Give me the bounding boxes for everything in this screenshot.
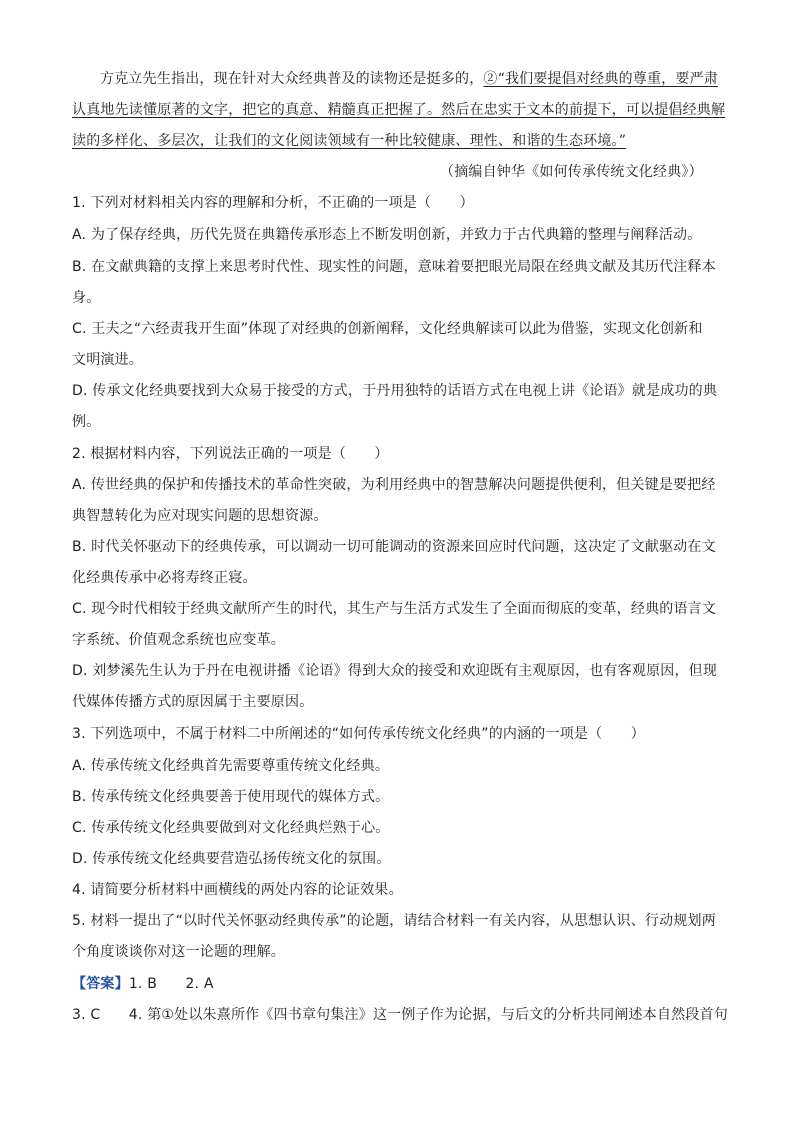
passage-line-2: 认真地先读懂原著的文字，把它的真意、精髓真正把握了。然后在忠实于文本的前提下，可以提倡经典解 bbox=[72, 102, 726, 118]
question-3-option-b: B. 传承传统文化经典要善于使用现代的媒体方式。 bbox=[72, 789, 390, 805]
question-4-stem: 4. 请简要分析材料中画横线的两处内容的论证效果。 bbox=[72, 882, 403, 898]
passage-line-3: 读的多样化、多层次，让我们的文化阅读领域有一种比较健康、理性、和谐的生态环境。” bbox=[72, 133, 627, 149]
question-2-option-d-cont: 代媒体传播方式的原因属于主要原因。 bbox=[72, 694, 314, 710]
question-2-option-b: B. 时代关怀驱动下的经典传承，可以调动一切可能调动的资源来回应时代问题，这决定了文献驱动在文 bbox=[72, 539, 716, 555]
question-2-option-b-cont: 化经典传承中必将寿终正寝。 bbox=[72, 570, 257, 586]
question-1-stem: 1. 下列对材料相关内容的理解和分析，不正确的一项是（ ） bbox=[72, 195, 474, 211]
question-1-option-a: A. 为了保存经典，历代先贤在典籍传承形态上不断发明创新，并致力于古代典籍的整理与阐释活动。 bbox=[72, 227, 702, 243]
passage-line-1-underlined: ②“我们要提倡对经典的尊重，要严肃 bbox=[483, 71, 718, 87]
question-3-stem: 3. 下列选项中，不属于材料二中所阐述的“如何传承传统文化经典”的内涵的一项是（ ） bbox=[72, 726, 645, 742]
question-1-option-c-cont: 文明演进。 bbox=[72, 352, 143, 368]
question-2-option-c: C. 现今时代相较于经典文献所产生的时代，其生产与生活方式发生了全面而彻底的变革，经典的语言文 bbox=[72, 601, 717, 617]
question-2-option-a: A. 传世经典的保护和传播技术的革命性突破，为利用经典中的智慧解决问题提供便利，但关键是要把经 bbox=[72, 477, 716, 493]
answer-line-1-text: 1. B 2. A bbox=[128, 976, 214, 992]
question-1-option-d-cont: 例。 bbox=[72, 414, 101, 430]
question-1-option-d: D. 传承文化经典要找到大众易于接受的方式，于丹用独特的话语方式在电视上讲《论语》就是成功的典 bbox=[72, 383, 718, 399]
question-3-option-c: C. 传承传统文化经典要做到对文化经典烂熟于心。 bbox=[72, 820, 390, 836]
question-3-option-a: A. 传承传统文化经典首先需要尊重传统文化经典。 bbox=[72, 758, 390, 774]
question-5-stem: 5. 材料一提出了“以时代关怀驱动经典传承”的论题，请结合材料一有关内容，从思想认识、行动规划两 bbox=[72, 913, 716, 929]
passage-line-1-plain: 方克立先生指出，现在针对大众经典普及的读物还是挺多的， bbox=[100, 71, 484, 87]
answer-tag: 【答案】 bbox=[72, 976, 129, 992]
answer-line-2: 3. C 4. 第①处以朱熹所作《四书章句集注》这一例子作为论据，与后文的分析共同阐述本自然段首句 bbox=[72, 1007, 728, 1023]
question-5-stem-cont: 个角度谈谈你对这一论题的理解。 bbox=[72, 944, 285, 960]
question-2-option-c-cont: 字系统、价值观念系统也应变革。 bbox=[72, 632, 285, 648]
question-2-option-a-cont: 典智慧转化为应对现实问题的思想资源。 bbox=[72, 508, 328, 524]
question-2-stem: 2. 根据材料内容，下列说法正确的一项是（ ） bbox=[72, 446, 389, 462]
answer-line-1 bbox=[72, 973, 214, 993]
question-3-option-d: D. 传承传统文化经典要营造弘扬传统文化的氛围。 bbox=[72, 851, 391, 867]
question-1-option-b: B. 在文献典籍的支撑上来思考时代性、现实性的问题，意味着要把眼光局限在经典文献及其历代注释本 bbox=[72, 259, 716, 275]
passage-source: （摘编自钟华《如何传承传统文化经典》） bbox=[440, 164, 703, 180]
passage-line-1 bbox=[100, 68, 718, 88]
question-1-option-c: C. 王夫之“六经责我开生面”体现了对经典的创新阐释，文化经典解读可以此为借鉴，实现文化创新和 bbox=[72, 321, 703, 337]
question-2-option-d: D. 刘梦溪先生认为于丹在电视讲播《论语》得到大众的接受和欢迎既有主观原因，也有客观原因，但现 bbox=[72, 663, 718, 679]
question-1-option-b-cont: 身。 bbox=[72, 290, 101, 306]
